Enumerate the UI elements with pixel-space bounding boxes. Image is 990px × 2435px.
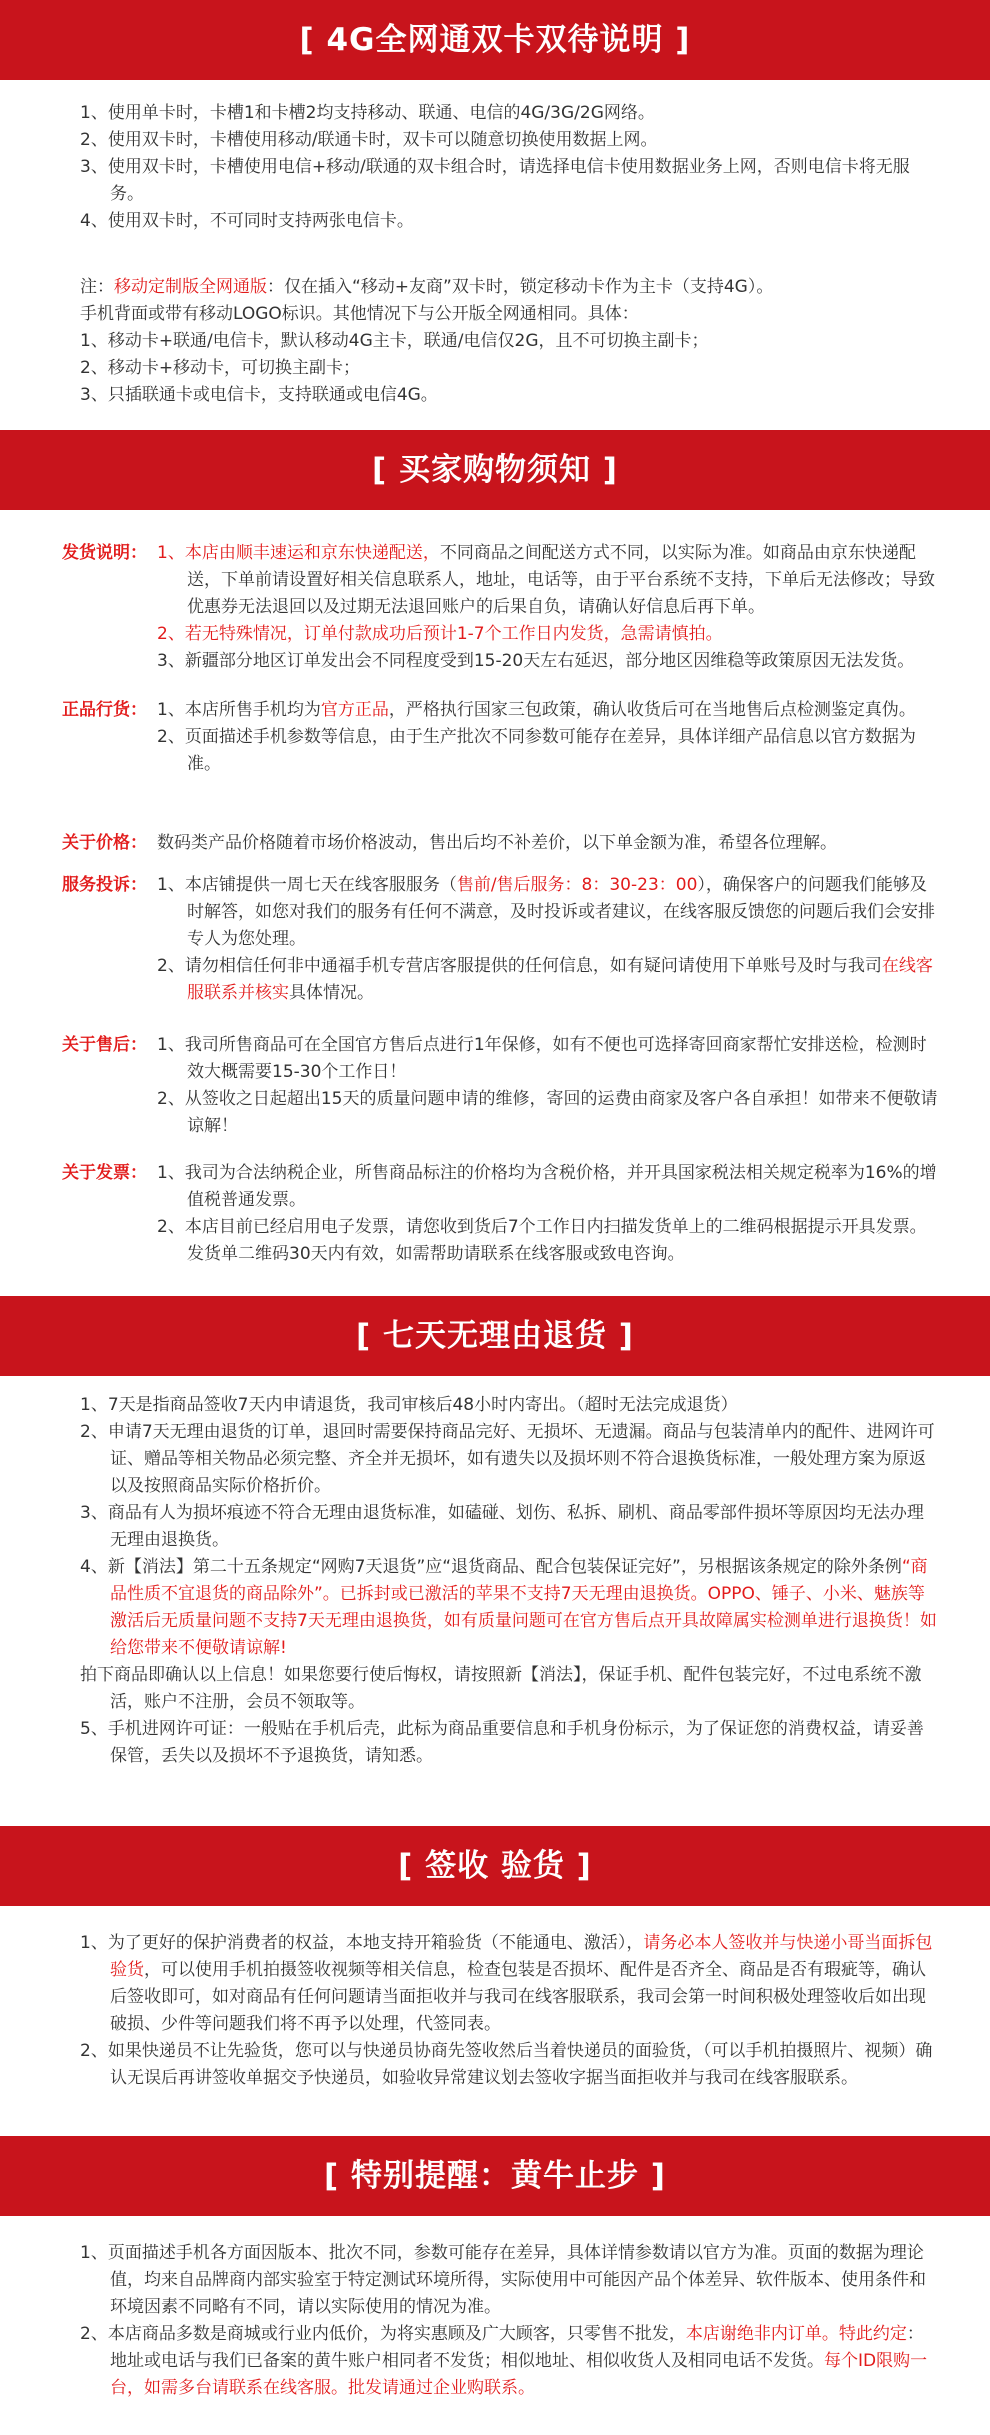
invoice-list [157,1160,940,1268]
body-text: ），确保客户的问题我们能够及时解答，如您对我们的服务有任何不满意，及时投诉或者建议，在线客服反馈您的问题后我们会安排专人为您处理。 [187,875,935,949]
section-banner-scalper-warning [0,2136,990,2216]
highlight-text: 售前/售后服务：8：30-23：00 [456,875,698,895]
note-line [80,274,940,301]
body-text: 2、本店商品多数是商城或行业内低价，为将实惠顾及广大顾客，只零售不批发， [80,2324,686,2344]
section-title-seven-day-return: [ 七天无理由退货 ] [336,1310,654,1362]
after-sales-list [157,1032,940,1140]
list-item: 4、使用双卡时，不可同时支持两张电信卡。 [80,211,414,231]
highlight-text: 请务必本人签收并与快递小哥当面拆包验货 [110,1933,933,1980]
list-item: 1、7天是指商品签收7天内申请退货，我司审核后48小时内寄出。（超时无法完成退货） [80,1395,738,1415]
invoice-label: 关于发票： [62,1163,147,1183]
service-block [62,872,940,1007]
list-item: 2、从签收之日起超出15天的质量问题申请的维修，寄回的运费由商家及客户各自承担！如带来不便敬请谅解！ [157,1089,938,1136]
section-title-scalper-warning: [ 特别提醒：黄牛止步 ] [304,2150,686,2202]
list-item: 2、如果快递员不让先验货，您可以与快递员协商先签收然后当着快递员的面验货，（可以手机拍摄照片、视频）确认无误后再讲签收单据交予快递员，如验收异常建议划去签收字据当面拒收并与我司在线客服联系。 [80,2041,933,2088]
service-list [157,872,940,1007]
price-text: 数码类产品价格随着市场价格波动，售出后均不补差价，以下单金额为准，希望各位理解。 [157,833,837,853]
section-title-dual-sim: [ 4G全网通双卡双待说明 ] [280,14,711,66]
list-item: 3、新疆部分地区订单发出会不同程度受到15-20天左右延迟，部分地区因维稳等政策原因无法发货。 [157,651,915,671]
return-list [80,1392,940,1770]
section-title-inspection: [ 签收 验货 ] [378,1840,612,1892]
list-item [157,953,940,1007]
highlight-text: 每个ID限购一台，如需多台请联系在线客服。批发请通过企业购联系。 [110,2351,928,2398]
body-text: 具体情况。 [289,983,374,1003]
dual-sim-list [80,100,940,235]
inspection-content [80,1930,940,2092]
genuine-block [62,697,940,778]
highlight-text: 本店谢绝非内订单。特此约定 [685,2324,907,2344]
price-label: 关于价格： [62,833,147,853]
list-item: 1、页面描述手机各方面因版本、批次不同，参数可能存在差异，具体详情参数请以官方为准。页面的数据为理论值，均来自品牌商内部实验室于特定测试环境所得，实际使用中可能因产品个体差异、软件版本、使用条件和环境因素不同略有不同，请以实际使用的情况为准。 [80,2243,926,2317]
body-text: 不同商品之间配送方式不同，以实际为准。如商品由京东快递配送，下单前请设置好相关信息联系人，地址，电话等，由于平台系统不支持，下单后无法修改；导致优惠券无法退回以及过期无法退回账户的后果自负，请确认好信息后再下单。 [187,543,935,617]
dual-sim-content [80,100,940,235]
return-content [80,1392,940,1770]
shipping-list [157,540,940,675]
highlight-text: 1、本店由顺丰速运和京东快递配送， [157,543,440,563]
section-banner-inspection [0,1826,990,1906]
list-item: 1、使用单卡时，卡槽1和卡槽2均支持移动、联通、电信的4G/3G/2G网络。 [80,103,655,123]
dual-sim-note [80,274,940,409]
list-item: 2、使用双卡时，卡槽使用移动/联通卡时，双卡可以随意切换使用数据上网。 [80,130,658,150]
highlight-text: 在线客服联系并核实 [187,956,933,1003]
body-text: 4、新【消法】第二十五条规定“网购7天退货”应“退货商品、配合包装保证完好”，另根据该条规定的除外条例 [80,1557,902,1577]
list-item [157,697,940,724]
body-text: 1、本店铺提供一周七天在线客服服务（ [157,875,457,895]
list-item: 1、我司所售商品可在全国官方售后点进行1年保修，如有不便也可选择寄回商家帮忙安排送检，检测时效大概需要15-30个工作日！ [157,1035,927,1082]
note-prefix: 注： [80,277,114,297]
inspection-list [80,1930,940,2092]
genuine-list [157,697,940,778]
shipping-block [62,540,940,675]
list-item: 2、页面描述手机参数等信息，由于生产批次不同参数可能存在差异，具体详细产品信息以官方数据为准。 [157,727,916,774]
note-line-2: 手机背面或带有移动LOGO标识。其他情况下与公开版全网通相同。具体： [80,304,639,324]
body-text: 1、本店所售手机均为 [157,700,321,720]
list-item: 2、本店目前已经启用电子发票，请您收到货后7个工作日内扫描发货单上的二维码根据提示开具发票。发货单二维码30天内有效，如需帮助请联系在线客服或致电咨询。 [157,1217,927,1264]
body-text: ，可以使用手机拍摄签收视频等相关信息，检查包装是否损坏、配件是否齐全、商品是否有瑕疵等，确认后签收即可，如对商品有任何问题请当面拒收并与我司在线客服联系，我司会第一时间积极处理签收后如出现破损、少件等问题我们将不再予以处理，代签同表。 [110,1960,926,2034]
list-item: 拍下商品即确认以上信息！如果您要行使后悔权，请按照新【消法】，保证手机、配件包装完好，不过电系统不激活，账户不注册，会员不领取等。 [80,1665,922,1712]
list-item: 3、商品有人为损坏痕迹不符合无理由退货标准，如磕碰、划伤、私拆、刷机、商品零部件损坏等原因均无法办理无理由退换货。 [80,1503,924,1550]
list-item: 5、手机进网许可证：一般贴在手机后壳，此标为商品重要信息和手机身份标示，为了保证您的消费权益，请妥善保管，丢失以及损坏不予退换货，请知悉。 [80,1719,924,1766]
list-item [80,1554,940,1662]
list-item [157,872,940,953]
list-item [157,540,940,621]
section-banner-dual-sim [0,0,990,80]
note-text: ：仅在插入“移动+友商”双卡时，锁定移动卡作为主卡（支持4G）。 [267,277,774,297]
section-title-shopping-notice: [ 买家购物须知 ] [352,444,638,496]
scalper-list [80,2240,940,2402]
note-highlight: 移动定制版全网通版 [114,277,267,297]
list-item [80,2321,940,2402]
after-sales-block [62,1032,940,1140]
scalper-content [80,2240,940,2402]
price-block [62,830,940,857]
list-item [80,1930,940,2038]
body-text: 1、为了更好的保护消费者的权益，本地支持开箱验货（不能通电、激活）， [80,1933,644,1953]
shipping-label: 发货说明： [62,543,147,563]
list-item: 2、申请7天无理由退货的订单，退回时需要保持商品完好、无损坏、无遗漏。商品与包装清单内的配件、进网许可证、赠品等相关物品必须完整、齐全并无损坏，如有遗失以及损坏则不符合退换货标准，一般处理方案为原返以及按照商品实际价格折价。 [80,1422,935,1496]
note-item: 2、移动卡+移动卡，可切换主副卡； [80,358,361,378]
list-item: 1、我司为合法纳税企业，所售商品标注的价格均为含税价格，并开具国家税法相关规定税率为16%的增值税普通发票。 [157,1163,937,1210]
invoice-block [62,1160,940,1268]
body-text: ：地址或电话与我们已备案的黄牛账户相同者不发货；相似地址、相似收货人及相同电话不发货。 [110,2324,924,2371]
note-item: 3、只插联通卡或电信卡，支持联通或电信4G。 [80,385,438,405]
genuine-label: 正品行货： [62,700,147,720]
body-text: 2、请勿相信任何非中通福手机专营店客服提供的任何信息，如有疑问请使用下单账号及时与我司 [157,956,882,976]
service-label: 服务投诉： [62,875,147,895]
list-item: 2、若无特殊情况，订单付款成功后预计1-7个工作日内发货，急需请慎拍。 [157,624,723,644]
list-item: 3、使用双卡时，卡槽使用电信+移动/联通的双卡组合时，请选择电信卡使用数据业务上网，否则电信卡将无服务。 [80,157,910,204]
highlight-text: “商品性质不宜退货的商品除外”。已拆封或已激活的苹果不支持7天无理由退换货。OPPO、锤子、小米、魅族等激活后无质量问题不支持7天无理由退换货，如有质量问题可在官方售后点开具故障属实检测单进行退换货！如给您带来不便敬请谅解! [110,1557,937,1658]
body-text: ，严格执行国家三包政策，确认收货后可在当地售后点检测鉴定真伪。 [388,700,916,720]
after-sales-label: 关于售后： [62,1035,147,1055]
section-banner-seven-day-return [0,1296,990,1376]
note-item: 1、移动卡+联通/电信卡，默认移动4G主卡，联通/电信仅2G，且不可切换主副卡； [80,331,709,351]
highlight-text: 官方正品 [320,700,389,720]
section-banner-shopping-notice [0,430,990,510]
